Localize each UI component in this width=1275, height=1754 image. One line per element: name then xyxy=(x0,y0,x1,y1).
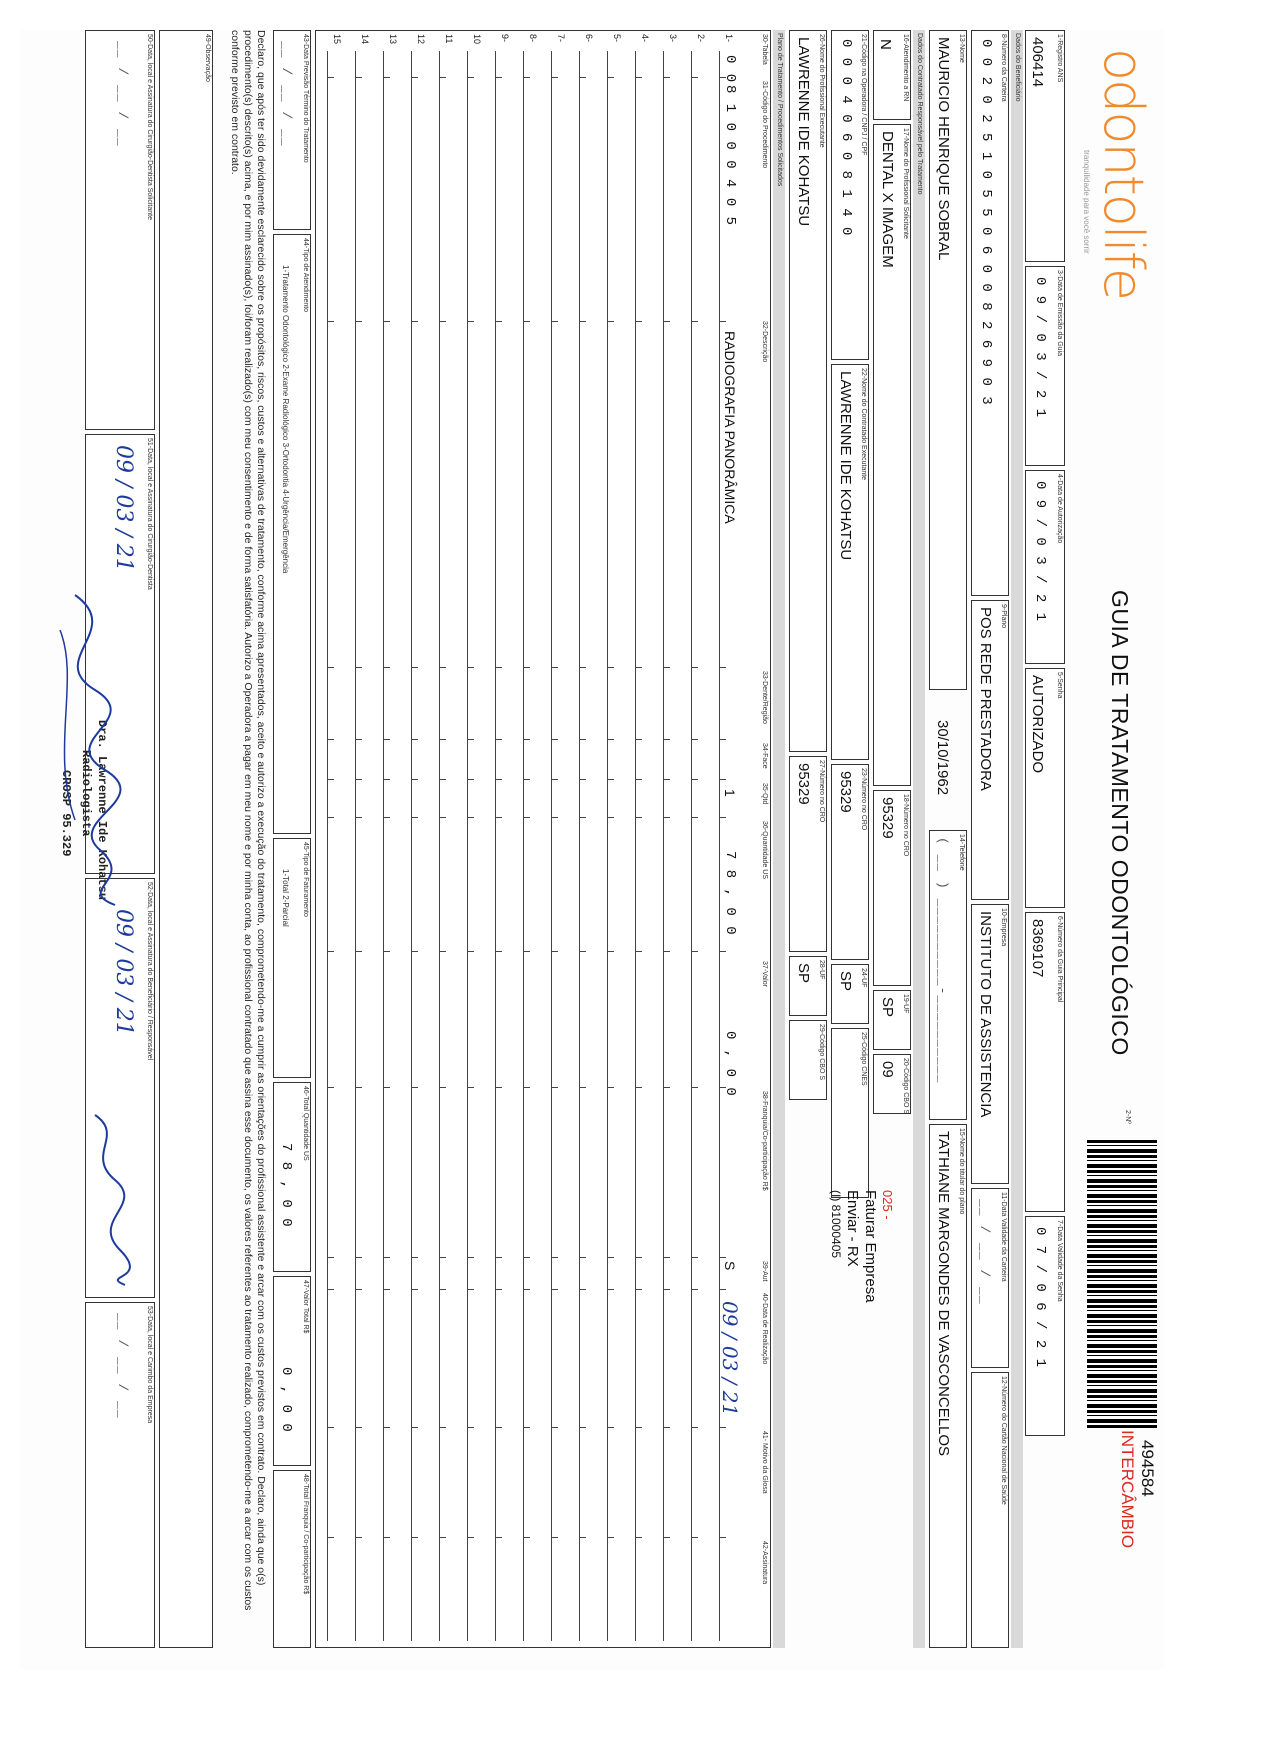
table-row xyxy=(546,31,574,1647)
col-descricao: 32-Descrição xyxy=(761,321,768,363)
empresa-box xyxy=(971,904,1009,1184)
senha-value: AUTORIZADO xyxy=(1029,675,1046,774)
nome-box xyxy=(929,30,967,690)
col-tabela: 30-Tabela xyxy=(761,34,768,65)
tipo-atendimento-label: 44-Tipo de Atendimento xyxy=(302,238,309,313)
col-franquia: 38-Franquia/Co-participação R$ xyxy=(761,1091,768,1191)
sig51-label: 51-Data, local e Assinatura do Cirurgião-Dentista xyxy=(146,438,153,590)
profissional-value: LAWRENNE IDE KOHATSU xyxy=(795,37,812,227)
telefone-label: 14-Telefone xyxy=(958,834,965,871)
stamp-name: Dra. Lawrenne Ide Kohatsu xyxy=(95,720,109,901)
col-glosa: 41- Motivo da Glosa xyxy=(761,1431,768,1494)
row-number: 11 xyxy=(444,34,454,44)
procedures-table xyxy=(315,30,771,1648)
stamp-cro: CROSP 95.329 xyxy=(59,770,73,857)
rn-box xyxy=(873,30,911,120)
codigo-operadora-box xyxy=(831,30,869,360)
row-data: 09 / 03 / 21 xyxy=(718,1301,742,1417)
guide-no-label: 2-Nº xyxy=(1124,1110,1131,1124)
uf-box xyxy=(873,990,911,1050)
table-row xyxy=(462,31,490,1647)
declaration-text: Declaro, que após ter sido devidamente esclarecido sobre os propósitos, riscos, custos e alternativas de tratamento, conforme acima apresentados, aceito e autorizo a execução do tratamento, comprometendo-me a cumprir as orientações do profissional assistente e arcar com os custos previstos em contrato. Declaro, ainda que o(s) procedimento(s) descrito(s) acima, e por mim assinado(s), foi/foram realizado(s) com meu consentimento e de forma satisfatória. Autorizo a Operadora a pagar em meu nome e por minha conta, ao profissional contratado que assina esse documento, os valores referentes ao tratamento realizado, comprometendo-me a arcar com os custos conforme previsto em contrato. xyxy=(229,30,267,1611)
cbo3-label: 29-Código CBO S xyxy=(818,1024,825,1081)
nome-label: 13-Nome xyxy=(958,34,965,63)
row-number: 10 xyxy=(472,34,482,45)
valor-total-value: 0 , 0 0 xyxy=(278,1367,294,1433)
cro2-label: 23-Número no CRO xyxy=(860,768,867,831)
row-number: 4- xyxy=(640,34,650,43)
cro2-value: 95329 xyxy=(837,771,854,813)
valor-total-box xyxy=(273,1276,311,1466)
cbo3-box xyxy=(789,1020,827,1100)
senha-label: 5-Senha xyxy=(1056,672,1063,699)
franquia-total-label: 48-Total Franquia / Co-participação R$ xyxy=(302,1474,309,1595)
col-dente: 33-Dente/Região xyxy=(761,671,768,724)
sig50-box: 50-Data, local e Assinatura do Cirurgião-Dentista Solicitante __ / __ / __ xyxy=(85,30,155,430)
tipo-faturamento-box xyxy=(273,838,311,1078)
solicitante-label: 17-Nome do Profissional Solicitante xyxy=(902,128,909,239)
note-code: 025 - xyxy=(880,1190,895,1220)
stamp-title: Radiologista xyxy=(79,750,93,837)
nome-contratado-value: LAWRENNE IDE KOHATSU xyxy=(837,371,854,561)
table-row xyxy=(350,31,378,1647)
data-autorizacao-value: 0 9 / 0 3 / 2 1 xyxy=(1032,481,1048,623)
uf2-box xyxy=(831,964,869,1024)
sig53-box: 53-Data, local e Carimbo da Empresa __ / __ / __ xyxy=(85,1302,155,1648)
total-us-value: 7 8 , 0 0 xyxy=(278,1143,294,1228)
validade-senha-value: 0 7 / 0 6 / 2 1 xyxy=(1032,1227,1048,1369)
registro-ans-value: 406414 xyxy=(1029,37,1046,88)
uf2-label: 24-UF xyxy=(860,968,867,988)
col-data: 40-Data de Realização xyxy=(761,1293,768,1365)
cro3-box xyxy=(789,756,827,952)
carteira-box xyxy=(971,30,1009,596)
intercambio-badge: INTERCÂMBIO xyxy=(1118,1430,1137,1549)
plano-value: POS REDE PRESTADORA xyxy=(977,607,994,791)
row-valor: 0 , 0 0 xyxy=(722,1031,738,1097)
previsao-box: 43-Data Previsão Término do Tratamento __ / __ / __ xyxy=(273,30,311,230)
col-aut: 39-Aut xyxy=(761,1261,768,1282)
contratado-section-bar xyxy=(913,30,925,1648)
row-tabela: 0 0 xyxy=(722,55,738,84)
valor-total-label: 47-Valor Total R$ xyxy=(302,1280,309,1334)
registro-ans-box xyxy=(1025,30,1065,262)
carteira-label: 8-Número da Carteira xyxy=(1000,34,1007,102)
titular-box xyxy=(929,1124,967,1648)
beneficiario-section-label: Dados do Beneficiário xyxy=(1014,33,1021,102)
cns-label: 12-Número do Cartão Nacional de Saúde xyxy=(1000,1376,1007,1505)
row-qtd: 1 xyxy=(722,789,738,797)
row-number: 6- xyxy=(584,34,594,43)
row-number: 5- xyxy=(612,34,622,43)
dentist-signature-icon xyxy=(35,590,135,910)
observacao-label: 49-Observação xyxy=(204,34,211,82)
sig50-label: 50-Data, local e Assinatura do Cirurgião-Dentista Solicitante xyxy=(146,34,153,220)
data-autorizacao-label: 4-Data de Autorização xyxy=(1056,474,1063,544)
row-number: 13 xyxy=(388,34,398,45)
titular-label: 15-Nome do titular do plano xyxy=(958,1128,965,1215)
uf2-value: SP xyxy=(837,971,854,992)
carteira-value: 0 0 2 0 2 5 1 0 5 5 0 6 0 0 8 2 6 9 0 3 xyxy=(978,39,994,406)
table-row xyxy=(602,31,630,1647)
row-number: 3- xyxy=(668,34,678,43)
uf-value: SP xyxy=(879,997,896,1018)
procedimentos-section-bar xyxy=(773,30,785,1648)
row-number: 12 xyxy=(416,34,426,45)
cbo-label: 20-Código CBO S xyxy=(902,1058,909,1115)
note-faturar: Faturar Empresa xyxy=(862,1190,879,1303)
cnes-label: 25-Código CNES xyxy=(860,1032,867,1086)
total-us-label: 46-Total Quantidade US xyxy=(302,1086,309,1161)
senha-box xyxy=(1025,668,1065,908)
rn-value: N xyxy=(877,39,894,50)
nome-contratado-box xyxy=(831,364,869,760)
uf3-box xyxy=(789,956,827,1016)
sig52-label: 52-Data, local e Assinatura do Beneficiário / Responsável xyxy=(146,882,153,1061)
table-row xyxy=(434,31,462,1647)
row-descricao: RADIOGRAFIA PANORÂMICA xyxy=(722,331,738,524)
tipo-faturamento-label: 45-Tipo de Faturamento xyxy=(302,842,309,917)
plano-label: 9-Plano xyxy=(1000,604,1007,629)
codigo-operadora-label: 21-Código na Operadora / CNPJ / CPF xyxy=(860,34,867,156)
profissional-label: 26-Nome do Profissional Executante xyxy=(818,34,825,148)
validade-carteira-box: 11-Data Validade da Carteira __ / __ / __ xyxy=(971,1188,1009,1368)
cnes-box xyxy=(831,1028,869,1198)
sig52-date: 09 / 03 / 21 xyxy=(111,909,136,1036)
guia-principal-value: 8369107 xyxy=(1029,919,1046,978)
row-number: 8- xyxy=(528,34,538,43)
profissional-box xyxy=(789,30,827,752)
guia-principal-label: 6-Número da Guia Principal xyxy=(1056,916,1063,1003)
logo-tagline: tranquilidade para você sorrir xyxy=(1082,150,1091,254)
telefone-box: 14-Telefone ( __ ) __________-__________ xyxy=(929,830,967,1120)
tipo-atendimento-options: 1-Tratamento Odontológico 2-Exame Radiológico 3-Ortodontia 4-Urgência/Emergência xyxy=(281,265,290,574)
col-assinatura: 42-Assinatura xyxy=(761,1541,768,1585)
beneficiary-signature-icon xyxy=(75,1110,135,1290)
row-number: 1- xyxy=(724,34,734,43)
data-emissao-box xyxy=(1025,266,1065,466)
solicitante-value: DENTAL X IMAGEM xyxy=(879,131,896,268)
row-number: 15 xyxy=(332,34,342,45)
registro-ans-label: 1-Registro ANS xyxy=(1056,34,1063,83)
tipo-faturamento-options: 1-Total 2-Parcial xyxy=(281,869,290,927)
cro2-box xyxy=(831,764,869,960)
cns-box xyxy=(971,1372,1009,1648)
sig53-label: 53-Data, local e Carimbo da Empresa xyxy=(146,1306,153,1424)
cro3-label: 27-Número no CRO xyxy=(818,760,825,823)
nome-contratado-label: 22-Nome do Contratado Executante xyxy=(860,368,867,481)
table-row xyxy=(406,31,434,1647)
data-emissao-label: 3-Data de Emissão da Guia xyxy=(1056,270,1063,356)
guide-number: 494584 xyxy=(1138,1440,1157,1497)
data-autorizacao-box xyxy=(1025,470,1065,664)
col-valor: 37-Valor xyxy=(761,961,768,987)
solicitante-box xyxy=(873,124,911,786)
row-qtd-us: 7 8 , 0 0 xyxy=(722,851,738,936)
page-title: GUIA DE TRATAMENTO ODONTOLÓGICO xyxy=(1107,590,1133,1056)
total-us-box xyxy=(273,1082,311,1272)
previsao-label: 43-Data Previsão Término do Tratamento xyxy=(302,34,309,163)
contratado-section-label: Dados do Contratado Responsável pelo Tratamento xyxy=(916,33,923,195)
row-codigo: 8 1 0 0 0 4 0 5 xyxy=(722,85,738,227)
row-number: 2- xyxy=(696,34,706,43)
cbo-box xyxy=(873,1054,911,1114)
validade-senha-box xyxy=(1025,1216,1065,1436)
tipo-atendimento-box xyxy=(273,234,311,834)
row-aut: S xyxy=(722,1261,738,1271)
validade-senha-label: 7-Data Validade da Senha xyxy=(1056,1220,1063,1302)
row-number: 14 xyxy=(360,34,370,45)
table-row xyxy=(574,31,602,1647)
table-row xyxy=(630,31,658,1647)
observacao-box xyxy=(159,30,213,1648)
codigo-operadora-value: 0 0 0 4 0 6 0 8 1 4 0 xyxy=(838,39,854,237)
note-code2: (I) 81000405 xyxy=(829,1190,843,1259)
cbo-value: 09 xyxy=(879,1061,896,1078)
nome-value: MAURICIO HENRIQUE SOBRAL xyxy=(935,37,952,261)
sig51-date: 09 / 03 / 21 xyxy=(111,445,136,572)
table-row xyxy=(490,31,518,1647)
table-row xyxy=(658,31,686,1647)
uf3-value: SP xyxy=(795,963,812,984)
nascimento-value: 30/10/1962 xyxy=(934,720,951,796)
guia-principal-box xyxy=(1025,912,1065,1212)
cro3-value: 95329 xyxy=(795,763,812,805)
uf3-label: 28-UF xyxy=(818,960,825,980)
franquia-total-box xyxy=(273,1470,311,1648)
cro-value: 95329 xyxy=(879,797,896,839)
titular-value: TATHIANE MARGONDES DE VASCONCELLOS xyxy=(935,1131,952,1457)
col-qtd-us: 36-Quantidade US xyxy=(761,821,768,879)
uf-label: 19-UF xyxy=(902,994,909,1014)
barcode-icon xyxy=(1087,1140,1157,1430)
row-number: 9- xyxy=(500,34,510,43)
table-row xyxy=(714,31,742,1647)
data-emissao-value: 0 9 / 0 3 / 2 1 xyxy=(1032,277,1048,419)
col-qtd: 35-Qtd xyxy=(761,783,768,805)
table-row xyxy=(518,31,546,1647)
row-number: 7- xyxy=(556,34,566,43)
table-row xyxy=(322,31,350,1647)
table-row xyxy=(686,31,714,1647)
procedimentos-section-label: Plano de Tratamento / Procedimentos Solicitados xyxy=(776,33,783,187)
rn-label: 16-Atendimento a RN xyxy=(902,34,909,102)
cro-box xyxy=(873,790,911,986)
treatment-guide-form xyxy=(20,30,1165,1670)
beneficiario-section-bar xyxy=(1011,30,1023,1648)
col-face: 34-Face xyxy=(761,743,768,769)
plano-box xyxy=(971,600,1009,900)
validade-carteira-label: 11-Data Validade da Carteira xyxy=(1000,1192,1007,1282)
col-codigo: 31-Código do Procedimento xyxy=(761,81,768,169)
cro-label: 18-Número no CRO xyxy=(902,794,909,857)
odontolife-logo: odontolife xyxy=(1092,48,1155,300)
empresa-label: 10-Empresa xyxy=(1000,908,1007,947)
empresa-value: INSTITUTO DE ASSISTENCIA xyxy=(977,911,994,1118)
table-row xyxy=(378,31,406,1647)
note-enviar: Enviar - RX xyxy=(844,1190,861,1267)
